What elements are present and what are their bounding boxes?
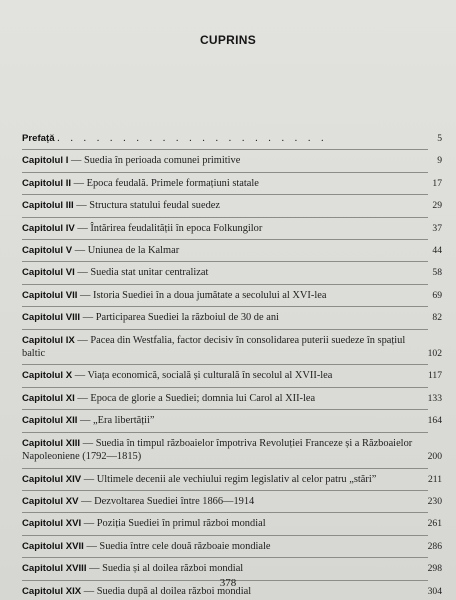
toc-entry [22,334,442,361]
divider [22,432,428,433]
toc-page-number: 164 [427,415,442,427]
toc-page-number: 17 [432,177,442,189]
toc-entry-label: Capitolul XVI [22,518,82,530]
toc-page-number: 102 [427,348,442,360]
toc-entry-label: Capitolul XVII [22,540,84,552]
toc-entry-label: Capitolul XIII [22,437,81,449]
divider [22,490,428,491]
toc-entry-label: Capitolul XI [22,392,75,404]
toc-entry-label: Capitolul X [22,370,73,382]
divider [22,239,428,240]
toc-entry-title: — Dezvoltarea Suediei între 1866—1914 [78,495,255,507]
toc-entry-title: — Suedia între cele două războaie mondiale [83,540,271,552]
toc-entry [22,199,442,212]
divider [22,329,428,330]
toc-page-number: 261 [427,518,442,530]
page-title: CUPRINS [199,33,257,47]
toc-page-number: 58 [432,267,442,279]
toc-entry [22,244,442,257]
toc-entry [22,177,442,190]
divider [22,261,428,262]
toc-entry-title: — Suedia și al doilea război mondial [86,563,244,575]
page-number: 378 [219,577,237,589]
toc-page-number: 82 [432,312,442,324]
toc-entry [22,392,442,405]
toc-entry [22,222,442,235]
toc-entry-title: — Viața economică, socială și culturală în secolul al XVII-lea [72,370,333,382]
divider [22,409,428,410]
toc-entry-title: — Întărirea feudalității în epoca Folkungilor [74,222,263,234]
toc-entry-title: — Istoria Suediei în a doua jumătate a secolului al XVI-lea [77,289,327,301]
toc-entry [22,540,442,553]
toc-entry [22,414,442,427]
divider [22,194,428,195]
toc-entry [22,311,442,324]
divider [22,364,428,365]
toc-page-number: 9 [437,155,442,167]
toc-entry [22,517,442,530]
toc-entry-label: Capitolul XVIII [22,563,87,575]
toc-entry-label: Capitolul VII [22,289,78,301]
toc-page-number: 211 [427,473,442,485]
toc-page-number: 37 [432,222,442,234]
toc-page-number: 133 [427,392,442,404]
divider [22,535,428,536]
toc-entry-label: Capitolul IX [22,334,75,346]
toc-page-number: 304 [427,585,442,597]
toc-entry [22,437,442,464]
toc-entry-label: Capitolul VI [22,267,75,279]
divider [22,387,428,388]
toc-entry-label: Capitolul II [22,177,72,189]
toc-entry-label: Capitolul I [22,155,69,167]
toc-entry-title: — Ultimele decenii ale vechiului regim legislativ al celor patru „stări” [81,473,377,485]
toc-page-number: 29 [432,200,442,212]
toc-entry [22,266,442,279]
toc-page-number: 286 [427,540,442,552]
toc-leader-dots: . . . . . . . . . . . . . . . . . . . . . [57,133,328,144]
toc-page-number: 44 [432,245,442,257]
toc-entry-title: — Epoca de glorie a Suediei; domnia lui Carol al XII-lea [74,392,316,404]
toc-entry-label: Capitolul XIX [22,585,82,597]
toc-entry [22,562,442,575]
toc-entry-label: Capitolul XV [22,495,79,507]
toc-entry-title: — Epoca feudală. Primele formațiuni statale [71,177,259,189]
toc-entry-label: Capitolul XII [22,415,78,427]
toc-entry-title: — Suedia stat unitar centralizat [74,267,209,279]
toc-page-number: 298 [427,563,442,575]
toc-entry [22,369,442,382]
divider [22,149,428,150]
toc-page-number: 200 [427,451,442,463]
toc-entry-label: Capitolul VIII [22,312,81,324]
divider [22,468,428,469]
toc-page-number: 230 [427,495,442,507]
toc-entry [22,154,442,167]
divider [22,306,428,307]
toc-page-number: 5 [437,133,442,144]
toc-entry-label: Capitolul IV [22,222,75,234]
toc-entry-title: — Structura statului feudal suedez [73,200,220,212]
toc-entry-title: — Uniunea de la Kalmar [72,245,180,257]
toc-entry-label: Prefață [22,133,55,144]
toc-entry-title: — Participarea Suediei la războiul de 30 de ani [80,312,279,324]
toc-entry-preface [22,132,442,145]
divider [22,172,428,173]
divider [22,217,428,218]
toc-entry [22,495,442,508]
toc-entry-title: — Poziția Suediei în primul război mondial [81,518,266,530]
divider [22,557,428,558]
toc-page-number: 117 [427,370,442,382]
divider [22,284,428,285]
toc-entry-title: — „Era libertății” [77,415,155,427]
toc-entry-title: — Suedia în perioada comunei primitive [68,155,241,167]
toc-entry [22,289,442,302]
table-of-contents [22,132,442,598]
toc-page-number: 69 [432,289,442,301]
toc-entry-label: Capitolul V [22,245,73,257]
divider [22,512,428,513]
toc-entry-label: Capitolul III [22,200,74,212]
toc-entry [22,473,442,486]
toc-entry-title: — Suedia în timpul războaielor împotriva Revoluției Franceze și a Războaielor Napoleoniene (1792—1815) [22,437,413,463]
toc-entry-title: — Pacea din Westfalia, factor decisiv în consolidarea puterii suedeze în spațiul baltic [22,334,406,360]
toc-entry-label: Capitolul XIV [22,473,82,485]
toc-entry-title: — Suedia după al doilea război mondial [81,585,252,597]
